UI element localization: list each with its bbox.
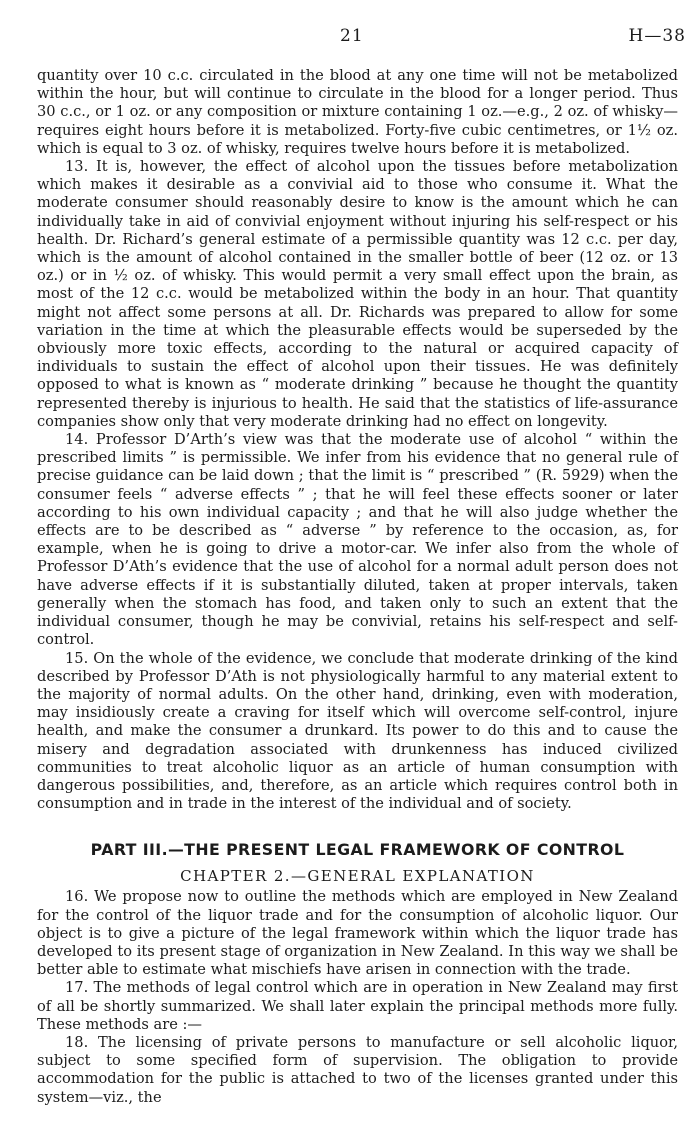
page-body: [37, 67, 678, 1107]
paragraph-15: 15. On the whole of the evidence, we conclude that moderate drinking of the kind described by Professor D’Ath is not physiologically harmful to any material extent to the majority of normal adults. On the other hand, drinking, even with moderation, may insidiously create a craving for itself which will overcome self-control, injure health, and make the consumer a drunkard. Its power to do this and to cause the misery and degradation associated with drunkenness has induced civilized communities to treat alcoholic liquor as an article of human consumption with dangerous possibilities, and, therefore, as an article which requires control both in consumption and in trade in the interest of the individual and of society.: [37, 649, 678, 813]
part-heading: PART III.—THE PRESENT LEGAL FRAMEWORK OF CONTROL: [90, 840, 625, 860]
paragraph-16: 16. We propose now to outline the methods which are employed in New Zealand for the control of the liquor trade and for the consumption of alcoholic liquor. Our object is to give a picture of the legal framework within which the liquor trade has developed to its present stage of organization in New Zealand. In this way we shall be better able to estimate what mischiefs have arisen in connection with the trade.: [37, 888, 678, 979]
paragraph-continuation: quantity over 10 c.c. circulated in the blood at any one time will not be metabolized within the hour, but will continue to circulate in the blood for a longer period. Thus 30 c.c., or 1 oz. or any composition or mixture containing 1 oz.—e.g., 2 oz. of whisky—requires eight hours before it is metabolized. Forty-five cubic centimetres, or 1½ oz. which is equal to 3 oz. of whisky, requires twelve hours before it is metabolized.: [37, 67, 678, 157]
paragraph-18: 18. The licensing of private persons to manufacture or sell alcoholic liquor, subject to some specified form of supervision. The obligation to provide accommodation for the public is attached to two of the licenses granted under this system—viz., the: [37, 1033, 678, 1106]
page-number: 21: [340, 26, 364, 46]
paragraph-17: 17. The methods of legal control which are in operation in New Zealand may first of all be shortly summarized. We shall later explain the principal methods more fully. These methods are :—: [37, 979, 678, 1033]
document-reference: H—38: [628, 26, 686, 46]
paragraph-14: 14. Professor D’Arth’s view was that the moderate use of alcohol “ within the prescribed limits ” is permissible. We infer from his evidence that no general rule of precise guidance can be laid down ; that the limit is “ prescribed ” (R. 5929) when the consumer feels “ adverse effects ” ; that he will feel these effects sooner or later according to his own individual capacity ; and that he will also judge whether the effects are to be described as “ adverse ” by reference to the occasion, as, for example, when he is going to drive a motor-car. We infer also from the whole of Professor D’Ath’s evidence that the use of alcohol for a normal adult person does not have adverse effects if it is substantially diluted, taken at proper intervals, taken generally when the stomach has food, and taken only to such an extent that the individual consumer, though he may be convivial, retains his self-respect and self-control.: [37, 431, 678, 649]
page-header: [0, 26, 700, 50]
paragraph-13: 13. It is, however, the effect of alcohol upon the tissues before metabolization which makes it desirable as a convivial aid to those who consume it. What the moderate consumer should reasonably desire to know is the amount which he can individually take in aid of convivial enjoyment without injuring his self-respect or his health. Dr. Richard’s general estimate of a permissible quantity was 12 c.c. per day, which is the amount of alcohol contained in the smaller bottle of beer (12 oz. or 13 oz.) or in ½ oz. of whisky. This would permit a very small effect upon the brain, as most of the 12 c.c. would be metabolized within the body in an hour. That quantity might not affect some persons at all. Dr. Richards was prepared to allow for some variation in the time at which the pleasurable effects would be superseded by the obviously more toxic effects, according to the natural or acquired capacity of individuals to sustain the effect of alcohol upon their tissues. He was definitely opposed to what is known as “ moderate drinking ” because he thought the quantity represented thereby is injurious to health. He said that the statistics of life-assurance companies show only that very moderate drinking had no effect on longevity.: [37, 158, 678, 430]
chapter-heading: CHAPTER 2.—GENERAL EXPLANATION: [180, 867, 535, 886]
